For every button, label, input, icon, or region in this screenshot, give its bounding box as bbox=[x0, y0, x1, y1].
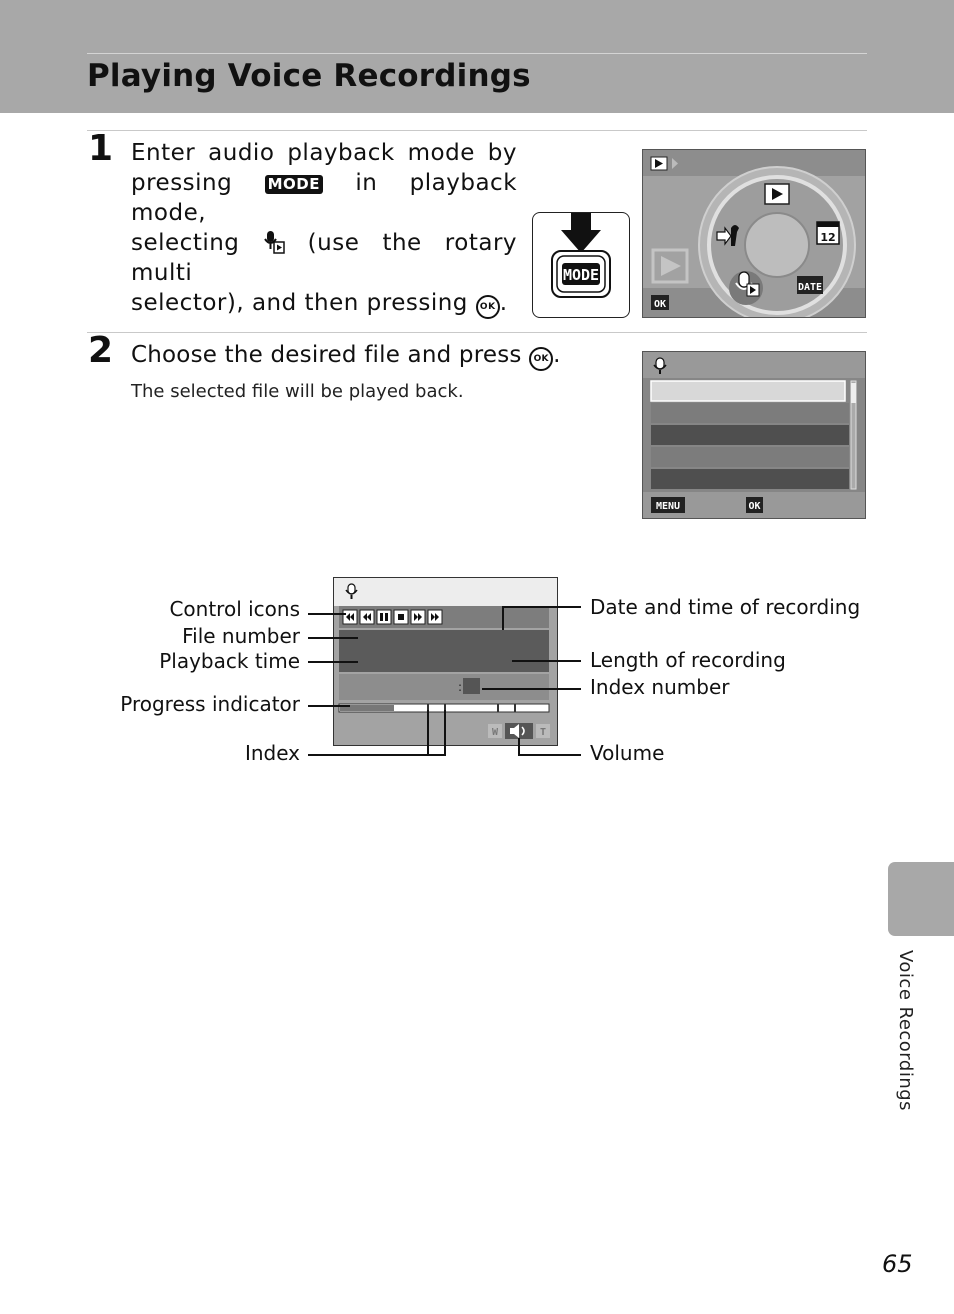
svg-text::: : bbox=[458, 680, 463, 694]
step1-line4b: . bbox=[499, 290, 508, 316]
voice-playback-icon bbox=[263, 230, 285, 254]
page-number: 65 bbox=[882, 1250, 913, 1278]
step1-rule bbox=[87, 130, 867, 131]
callout-line-volume-drop bbox=[518, 738, 520, 756]
ok-button-icon: OK bbox=[529, 347, 553, 371]
step1-line2a: pressing bbox=[131, 170, 233, 196]
step2-rule bbox=[87, 332, 867, 333]
callout-line-progress bbox=[308, 705, 350, 707]
rotary-menu-screen bbox=[642, 149, 866, 318]
section-tab bbox=[888, 862, 954, 936]
svg-text:DATE: DATE bbox=[797, 282, 823, 293]
callout-line-index-a bbox=[427, 710, 429, 756]
step2-number: 2 bbox=[88, 330, 114, 371]
callout-line-playback-time bbox=[308, 661, 358, 663]
callout-line-volume bbox=[518, 754, 581, 756]
date-icon bbox=[797, 276, 823, 294]
step1-line3 bbox=[131, 228, 517, 288]
callout-line-file-number bbox=[308, 637, 358, 639]
callout-line-control-icons bbox=[308, 613, 346, 615]
step1-line3a: selecting bbox=[131, 230, 240, 256]
volume-control bbox=[488, 723, 550, 739]
label-control-icons: Control icons bbox=[169, 597, 300, 621]
section-label: Voice Recordings bbox=[895, 950, 916, 1112]
label-index-number: Index number bbox=[590, 675, 730, 699]
step2-text bbox=[131, 340, 591, 371]
menu-icon bbox=[651, 497, 685, 513]
step1-line1: Enter audio playback mode by bbox=[131, 140, 517, 166]
svg-text:T: T bbox=[539, 727, 547, 738]
ok-icon bbox=[746, 497, 763, 513]
svg-text:W: W bbox=[491, 727, 499, 738]
callout-line-date-time bbox=[502, 606, 581, 608]
step2-line1: Choose the desired file and press bbox=[131, 342, 522, 368]
svg-text:12: 12 bbox=[820, 231, 836, 244]
svg-text:MODE: MODE bbox=[562, 266, 600, 284]
page-title: Playing Voice Recordings bbox=[87, 58, 531, 94]
label-date-time: Date and time of recording bbox=[590, 595, 861, 619]
label-volume: Volume bbox=[590, 741, 665, 765]
step1-line2 bbox=[131, 168, 517, 228]
mode-button-illustration bbox=[532, 212, 630, 318]
label-index: Index bbox=[244, 741, 300, 765]
step1-line2b: in playback mode, bbox=[131, 170, 518, 226]
label-file-number: File number bbox=[182, 624, 300, 648]
callout-line-index-number bbox=[482, 688, 581, 690]
callout-line-index-b bbox=[444, 710, 446, 756]
calendar-icon bbox=[817, 222, 839, 244]
label-playback-time: Playback time bbox=[159, 649, 300, 673]
step1-line4 bbox=[131, 288, 517, 319]
callout-line-length bbox=[512, 660, 581, 662]
voice-playback-icon bbox=[729, 271, 763, 305]
callout-line-date-time-drop bbox=[502, 606, 504, 630]
step1-text bbox=[131, 138, 517, 319]
svg-text:OK: OK bbox=[748, 501, 761, 512]
label-length: Length of recording bbox=[590, 648, 786, 672]
callout-line-index bbox=[308, 754, 446, 756]
step1-line4a: selector), and then pressing bbox=[131, 290, 468, 316]
header-rule bbox=[87, 53, 867, 54]
svg-text:MENU: MENU bbox=[655, 501, 681, 512]
file-list-screen bbox=[642, 351, 866, 519]
play-icon bbox=[765, 184, 789, 204]
step2-line1-end: . bbox=[553, 342, 561, 368]
page-header bbox=[0, 0, 954, 113]
svg-text:OK: OK bbox=[653, 299, 667, 310]
ok-icon bbox=[651, 295, 669, 310]
ok-button-icon: OK bbox=[476, 295, 500, 319]
label-progress-indicator: Progress indicator bbox=[120, 692, 300, 716]
step1-number: 1 bbox=[88, 128, 114, 169]
mode-button-icon: MODE bbox=[265, 175, 323, 194]
step2-subtext: The selected file will be played back. bbox=[131, 381, 464, 402]
step1-line3b: (use the rotary multi bbox=[131, 230, 518, 286]
down-arrow-icon bbox=[533, 213, 629, 317]
